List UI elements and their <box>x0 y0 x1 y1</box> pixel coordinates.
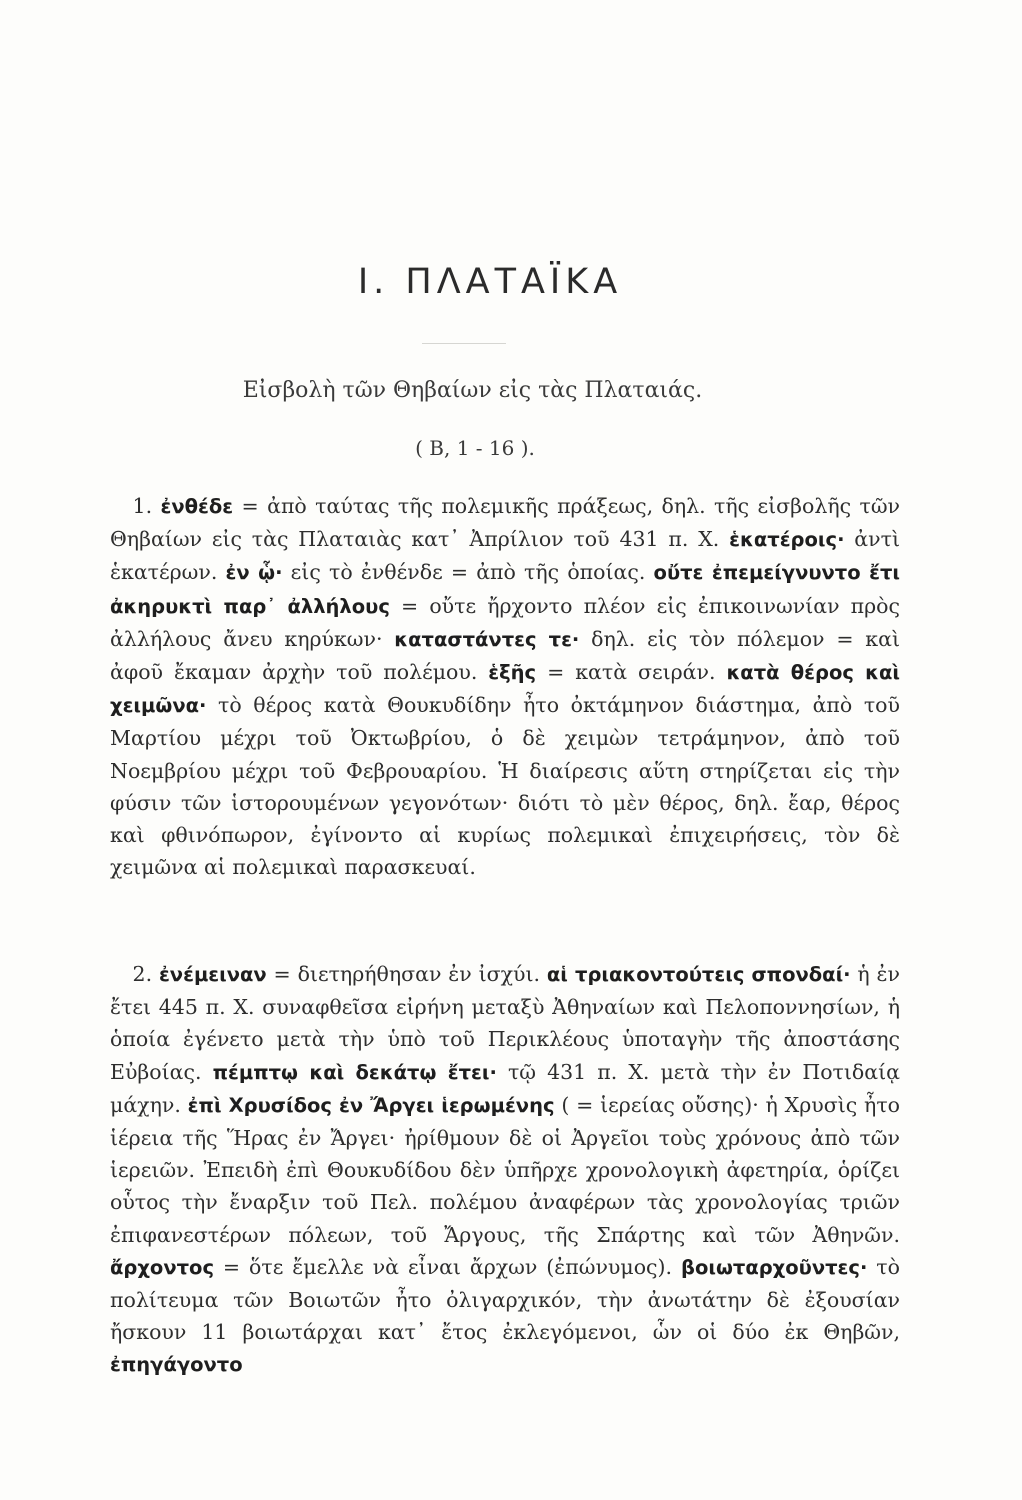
commentary-paragraph-1 <box>110 490 900 883</box>
chapter-subtitle: Εἰσβολὴ τῶν Θηβαίων εἰς τὰς Πλαταιάς. <box>242 378 703 403</box>
lemma-term: ἐνέμειναν <box>158 963 267 986</box>
commentary-text: = οὔτε ἤρχοντο πλέον εἰς ἐπικοινωνίαν πρὸς ἀλλήλους ἄνευ κηρύκων· <box>110 593 901 651</box>
lemma-term: ἄρχοντος <box>110 1255 215 1279</box>
commentary-text: ἡ ἐν ἔτει 445 π. Χ. συναφθεῖσα εἰρήνη μεταξὺ Ἀθηναίων καὶ Πελοποννησίων, ἡ ὁποία ἐγένετο μετὰ τὴν ὑπὸ τοῦ Περικλέους ὑποταγὴν τῆς ἀποστάσης Εὐβοίας. <box>110 962 901 1084</box>
commentary-text: τῷ 431 π. Χ. μετὰ τὴν ἐν Ποτιδαίᾳ μάχην. <box>110 1059 900 1117</box>
lemma-term: οὔτε ἐπεμείγνυντο ἔτι ἀκηρυκτὶ παρ᾽ ἀλλήλους <box>110 561 900 618</box>
commentary-text: ἀντὶ ἑκατέρων. <box>110 527 900 585</box>
lemma-term: ἑξῆς <box>488 661 537 685</box>
commentary-text: = κατὰ σειράν. <box>536 660 727 685</box>
commentary-text: = διετηρήθησαν ἐν ἰσχύι. <box>266 962 547 986</box>
lemma-term: ἐν ᾧ· <box>225 561 283 585</box>
commentary-text: = ἀπὸ ταύτας τῆς πολεμικῆς πράξεως, δηλ. τῆς εἰσβολῆς τῶν Θηβαίων εἰς τὰς Πλαταιὰς κατ᾽ Ἀπρίλιον τοῦ 431 π. Χ. <box>110 494 900 552</box>
commentary-text: τὸ πολίτευμα τῶν Βοιωτῶν ἦτο ὀλιγαρχικόν, τὴν ἀνωτάτην δὲ ἐξουσίαν ἤσκουν 11 βοιωτάρχαι κατ᾽ ἔτος ἐκλεγόμενοι, ὧν οἱ δύο ἐκ Θηβῶν, <box>110 1254 900 1345</box>
commentary-text: δηλ. εἰς τὸν πόλεμον = καὶ ἀφοῦ ἔκαμαν ἀρχὴν τοῦ πολέμου. <box>110 626 900 685</box>
commentary-text: 1. <box>132 494 161 518</box>
lemma-term: βοιωταρχοῦντες· <box>680 1255 868 1279</box>
text-reference: ( Β, 1 - 16 ). <box>415 436 535 460</box>
lemma-term: πέμπτῳ καὶ δεκάτῳ ἔτει· <box>212 1060 497 1084</box>
commentary-text: τὸ θέρος κατὰ Θουκυδίδην ἦτο ὀκτάμηνον διάστημα, ἀπὸ τοῦ Μαρτίου μέχρι τοῦ Ὀκτωβρίου, ὁ δὲ χειμὼν τετράμηνον, ἀπὸ τοῦ Νοεμβρίου μέχρι τοῦ Φεβρουαρίου. Ἡ διαίρεσις αὕτη στηρίζεται εἰς τὴν φύσιν τῶν ἱστορουμένων γεγονότων· διότι τὸ μὲν θέρος, δηλ. ἔαρ, θέρος καὶ φθινόπωρον, ἐγίνοντο αἱ κυρίως πολεμικαὶ ἐπιχειρήσεις, τὸν δὲ χειμῶνα αἱ πολεμικαὶ παρασκευαί. <box>110 693 900 880</box>
commentary-text: εἰς τὸ ἐνθένδε = ἀπὸ τῆς ὁποίας. <box>282 560 654 585</box>
lemma-term: αἱ τριακοντούτεις σπονδαί· <box>546 963 851 986</box>
commentary-text: 2. <box>132 962 159 986</box>
lemma-term: ἑκατέροις· <box>729 528 845 552</box>
lemma-term: ἐπηγάγοντο <box>110 1353 243 1377</box>
lemma-term: καταστάντες τε· <box>394 627 580 651</box>
lemma-term: κατὰ θέρος καὶ χειμῶνα· <box>110 661 900 718</box>
title-divider <box>422 343 506 344</box>
commentary-paragraph-2 <box>110 958 900 1382</box>
lemma-term: ἐπὶ Χρυσίδος ἐν Ἄργει ἱερωμένης <box>187 1093 555 1117</box>
commentary-text: = ὅτε ἔμελλε νὰ εἶναι ἄρχων (ἐπώνυμος). <box>214 1254 681 1279</box>
commentary-text: ( = ἱερείας οὔσης)· ἡ Χρυσὶς ἦτο ἱέρεια τῆς Ἥρας ἐν Ἄργει· ἠρίθμουν δὲ οἱ Ἀργεῖοι τοὺς χρόνους ἀπὸ τῶν ἱερειῶν. Ἐπειδὴ ἐπὶ Θουκυδίδου δὲν ὑπῆρχε χρονολογικὴ ἀφετηρία, ὁρίζει οὗτος τὴν ἔναρξιν τοῦ Πελ. πολέμου ἀναφέρων τὰς χρονολογίας τριῶν ἐπιφανεστέρων πόλεων, τοῦ Ἄργους, τῆς Σπάρτης καὶ τῶν Ἀθηνῶν. <box>110 1092 900 1247</box>
chapter-title: I. ΠΛΑΤΑΪΚΑ <box>357 262 623 302</box>
lemma-term: ἐνθέδε <box>160 495 234 518</box>
